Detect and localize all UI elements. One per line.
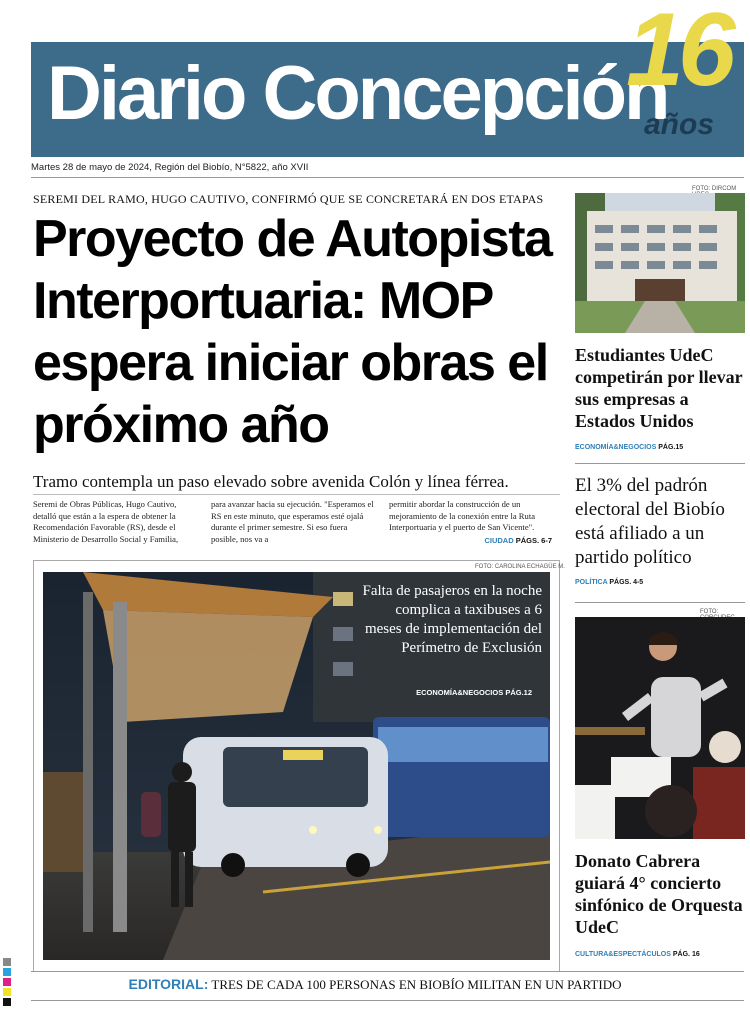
photo-credit: FOTO: CAROLINA ECHAGÜE M.	[475, 564, 565, 570]
sidebar-story3-photo[interactable]	[575, 617, 745, 839]
page-label: PÁG.15	[658, 444, 684, 451]
section-label: POLÍTICA	[575, 579, 608, 586]
lead-column-1: Seremi de Obras Públicas, Hugo Cautivo, detalló que están a la espera de obtener la Recomendación Favorable (RS), desde el Ministerio de Desarrollo Social y Familia,	[33, 499, 179, 544]
divider	[31, 971, 744, 972]
conductor-photo	[575, 617, 745, 839]
masthead-title: Diario Concepción	[47, 51, 668, 136]
sidebar-story3-headline[interactable]: Donato Cabrera guiará 4° concierto sinfónico de Orquesta UdeC	[575, 851, 743, 937]
lead-page-ref[interactable]	[484, 536, 552, 545]
page-label: PÁGS. 6-7	[515, 536, 552, 545]
sidebar-story1-page-ref[interactable]	[575, 444, 683, 451]
registration-swatch	[3, 988, 11, 996]
page-label: PÁG.12	[505, 688, 532, 697]
page-label: PÁGS. 4-5	[609, 579, 644, 586]
sidebar-story1-headline[interactable]: Estudiantes UdeC competirán por llevar sus empresas a Estados Unidos	[575, 345, 743, 431]
sidebar-story3-page-ref[interactable]	[575, 951, 700, 958]
anniversary-badge	[620, 2, 750, 152]
photo-caption: Falta de pasajeros en la noche complica a taxibuses a 6 meses de implementación del Perímetro de Exclusión	[362, 583, 542, 656]
lead-deck: Tramo contempla un paso elevado sobre avenida Colón y línea férrea.	[33, 472, 509, 491]
editorial-label: EDITORIAL:	[128, 976, 209, 992]
sidebar-photo-credit: FOTO: DIRCOM	[692, 186, 737, 192]
editorial-footer[interactable]	[0, 976, 750, 1000]
lead-column-2: para avanzar hacia su ejecución. "Esperamos el RS en este minuto, que esperamos esté ojalá durante el primer semestre. Si eso fuera posible, nos va a	[211, 499, 374, 544]
registration-swatch	[3, 968, 11, 976]
section-label: ECONOMÍA&NEGOCIOS	[416, 688, 504, 697]
lead-body	[33, 499, 553, 545]
anniversary-number: 16	[626, 0, 730, 108]
lead-kicker: SEREMI DEL RAMO, HUGO CAUTIVO, CONFIRMÓ QUE SE CONCRETARÁ EN DOS ETAPAS	[33, 192, 544, 206]
anniversary-word: años	[644, 108, 715, 141]
registration-swatch	[3, 958, 11, 966]
sidebar-story2-page-ref[interactable]	[575, 579, 643, 586]
sidebar-story2-headline[interactable]: El 3% del padrón electoral del Biobío está afiliado a un partido político	[575, 475, 725, 568]
editorial-text: TRES DE CADA 100 PERSONAS EN BIOBÍO MILITAN EN UN PARTIDO	[211, 977, 622, 992]
section-label: ECONOMÍA&NEGOCIOS	[575, 444, 657, 451]
registration-swatch	[3, 998, 11, 1006]
sidebar-story1-photo[interactable]	[575, 193, 745, 333]
registration-swatch	[3, 978, 11, 986]
sidebar-photo-credit: FOTO:	[700, 609, 719, 615]
lead-column-3: permitir abordar la construcción de un mejoramiento de la conexión entre la Ruta Interportuaria y el puerto de San Vicente".	[389, 499, 536, 532]
divider	[33, 494, 560, 495]
section-label: CULTURA&ESPECTÁCULOS	[575, 951, 671, 958]
divider	[575, 602, 745, 603]
photo-page-ref[interactable]	[416, 688, 532, 697]
divider	[31, 1000, 744, 1001]
lead-headline[interactable]: Proyecto de Autopista Interportuaria: MOP espera iniciar obras el próximo año	[33, 210, 552, 454]
university-building-photo	[575, 193, 745, 333]
section-label: CIUDAD	[484, 536, 514, 545]
divider	[575, 463, 745, 464]
dateline: Martes 28 de mayo de 2024, Región del Biobío, N°5822, año XVII	[31, 162, 309, 173]
page-label: PÁG. 16	[672, 951, 700, 958]
divider	[31, 177, 744, 178]
main-photo[interactable]	[43, 572, 550, 960]
